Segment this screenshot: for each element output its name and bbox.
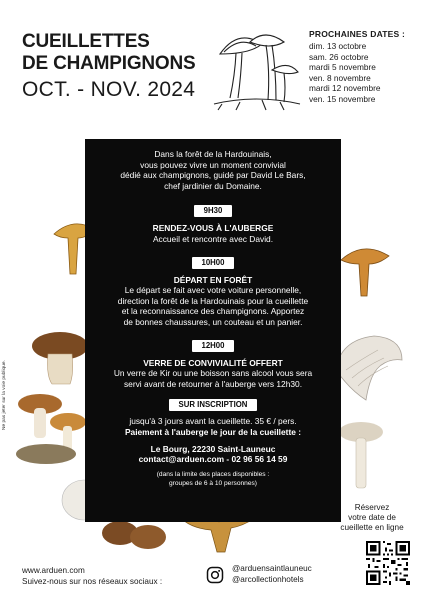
step-rendezvous bbox=[85, 205, 341, 244]
intro-line: vous pouvez vivre un moment convivial bbox=[140, 159, 286, 170]
step-text: et la reconnaissance des champignons. Apportez bbox=[121, 306, 305, 317]
instagram-handle[interactable]: @arduensaintlauneuc bbox=[232, 564, 312, 573]
tall-mushroom-illustration bbox=[335, 420, 387, 490]
step-text: de bonnes chaussures, un couteau et un panier. bbox=[123, 316, 303, 327]
time-badge: 12H00 bbox=[192, 340, 235, 352]
step-title: VERRE DE CONVIVIALITÉ OFFERT bbox=[143, 357, 283, 368]
cep-illustration bbox=[30, 330, 92, 386]
inscription-block bbox=[85, 399, 341, 487]
intro-line: Dans la forêt de la Hardouinais, bbox=[154, 149, 272, 159]
qr-code-icon[interactable] bbox=[366, 541, 410, 585]
mushroom-illustration bbox=[210, 20, 302, 112]
social-handles bbox=[232, 563, 312, 585]
inscription-text: jusqu'à 3 jours avant la cueillette. 35 € / pers. bbox=[129, 416, 297, 427]
website-link[interactable]: www.arduen.com bbox=[22, 566, 85, 575]
intro-line: chef jardinier du Domaine. bbox=[164, 180, 262, 191]
step-text: direction la forêt de la Hardouinais pour la cueillette bbox=[117, 295, 309, 306]
date-item: ven. 15 novembre bbox=[309, 93, 376, 104]
legal-note: Ne pas jeter sur la voie publique. bbox=[2, 360, 7, 430]
reserve-cta bbox=[332, 503, 412, 533]
intro-line: dédié aux champignons, guidé par David Le Bars, bbox=[120, 170, 306, 181]
reserve-line: Réservez bbox=[354, 503, 390, 512]
page-title bbox=[22, 31, 196, 75]
orange-mushroom-illustration bbox=[335, 240, 395, 300]
inscription-text: Paiement à l'auberge le jour de la cueillette : bbox=[124, 426, 302, 437]
date-item: mardi 12 novembre bbox=[309, 83, 381, 94]
next-dates-title: PROCHAINES DATES : bbox=[309, 29, 406, 39]
address: Le Bourg, 22230 Saint-Launeuc bbox=[150, 443, 276, 454]
social-prompt: Suivez-nous sur nos réseaux sociaux : bbox=[22, 577, 163, 586]
time-badge: 10H00 bbox=[192, 257, 235, 269]
date-item: dim. 13 octobre bbox=[309, 41, 367, 51]
program-panel bbox=[85, 139, 341, 522]
time-badge: 9H30 bbox=[194, 205, 233, 217]
step-title: DÉPART EN FORÊT bbox=[173, 274, 253, 285]
step-text: Accueil et rencontre avec David. bbox=[152, 233, 274, 244]
instagram-icon[interactable] bbox=[206, 566, 224, 584]
next-dates-list bbox=[309, 41, 380, 105]
mixed-mushrooms-illustration bbox=[16, 392, 88, 466]
oyster-mushroom-illustration bbox=[330, 330, 406, 406]
step-depart bbox=[85, 257, 341, 328]
step-text: servi avant de retourner à l'auberge vers 12h30. bbox=[123, 378, 303, 389]
inscription-note: (dans la limite des places disponibles : bbox=[156, 470, 270, 478]
date-item: mardi 5 novembre bbox=[309, 62, 376, 73]
contact-link[interactable]: contact@arduen.com - 02 96 56 14 59 bbox=[138, 454, 288, 465]
inscription-badge: SUR INSCRIPTION bbox=[169, 399, 258, 411]
title-line-2: DE CHAMPIGNONS bbox=[22, 53, 196, 74]
date-item: sam. 26 octobre bbox=[309, 51, 369, 62]
reserve-line: votre date de bbox=[348, 513, 396, 522]
title-line-1: CUEILLETTES bbox=[22, 31, 150, 52]
step-verre bbox=[85, 340, 341, 390]
inscription-note: groupes de 6 à 10 personnes) bbox=[169, 479, 257, 487]
reserve-line: cueillette en ligne bbox=[340, 523, 404, 532]
event-period: OCT. - NOV. 2024 bbox=[22, 78, 196, 101]
instagram-handle[interactable]: @arcollectionhotels bbox=[232, 575, 304, 584]
step-text: Le départ se fait avec votre voiture personnelle, bbox=[124, 285, 302, 296]
date-item: ven. 8 novembre bbox=[309, 72, 371, 83]
step-title: RENDEZ-VOUS À L'AUBERGE bbox=[152, 223, 274, 234]
step-text: Un verre de Kir ou une boisson sans alcool vous sera bbox=[113, 368, 313, 379]
intro-block bbox=[85, 139, 341, 191]
